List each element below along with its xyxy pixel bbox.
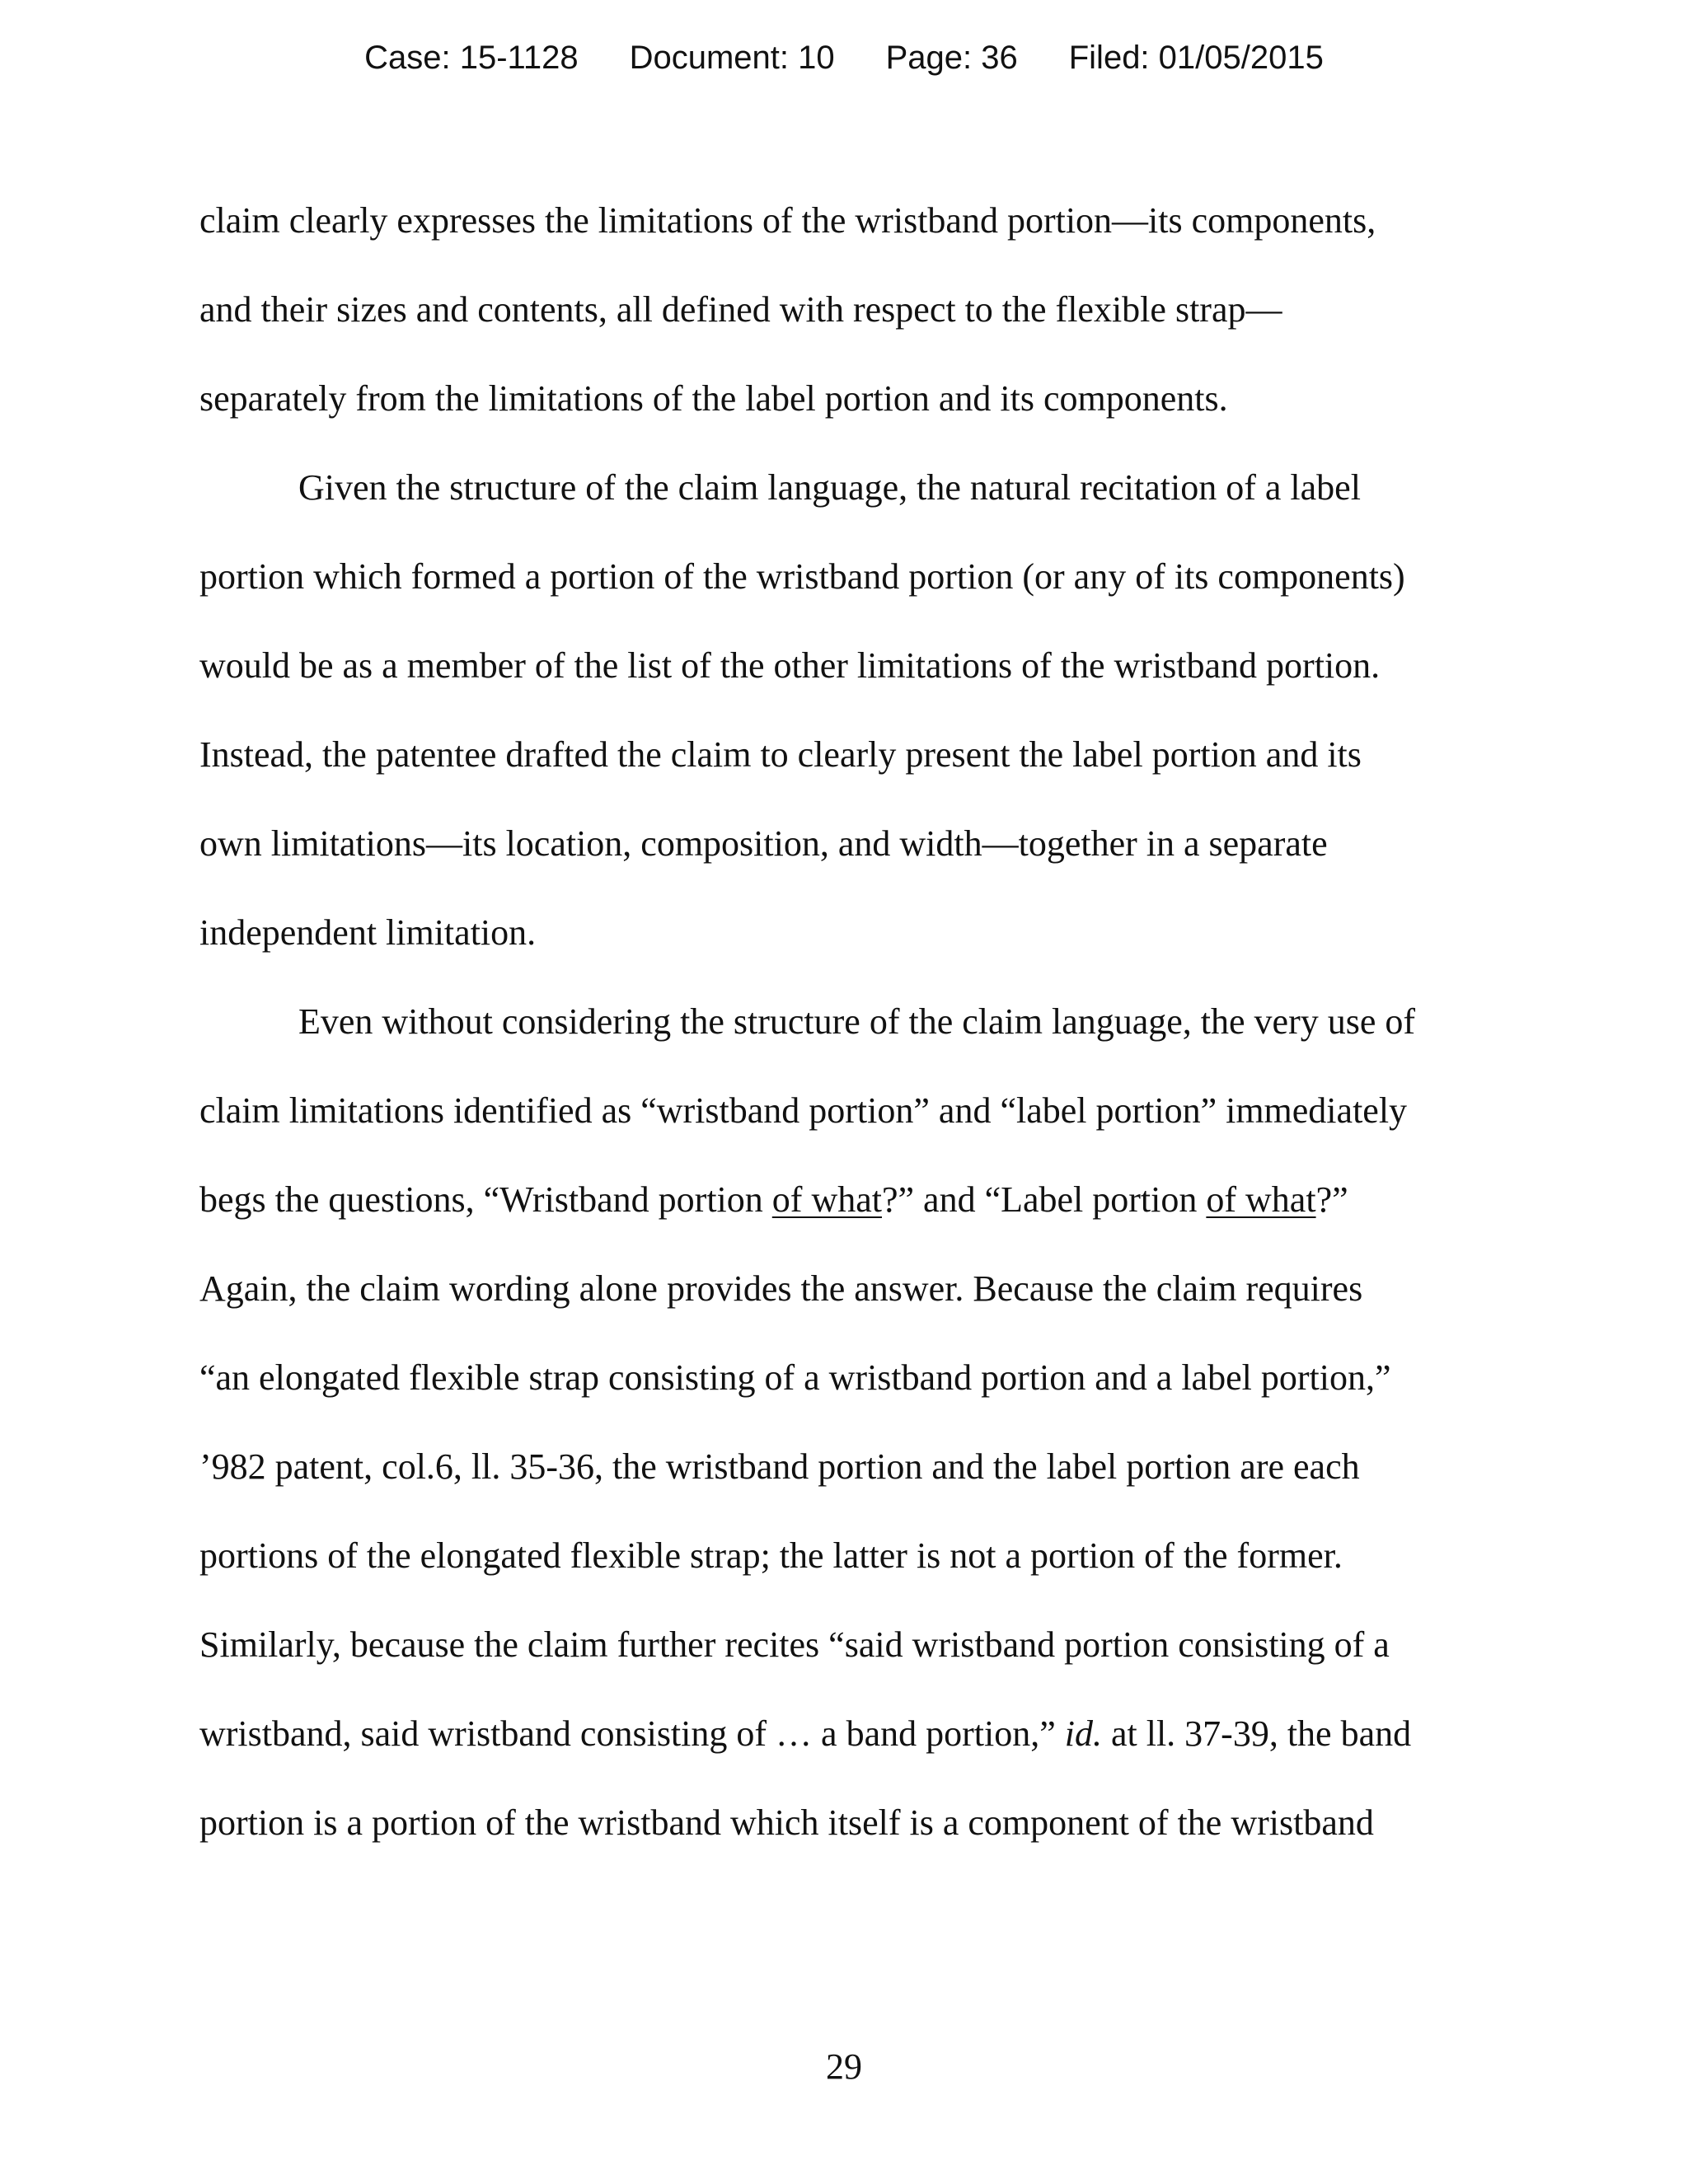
text-line: Again, the claim wording alone provides the answer. Because the claim requires bbox=[199, 1268, 1363, 1309]
text-run: ?” and “Label portion bbox=[881, 1179, 1207, 1220]
case-header bbox=[0, 35, 1688, 81]
document-number: Document: 10 bbox=[629, 40, 835, 76]
italic-citation: id. bbox=[1064, 1713, 1102, 1754]
text-line: independent limitation. bbox=[199, 912, 537, 953]
text-line: “an elongated flexible strap consisting of a wristband portion and a label portion,” bbox=[199, 1357, 1391, 1398]
document-body bbox=[199, 190, 1493, 1881]
text-line bbox=[199, 1169, 1493, 1258]
paragraph-start-line: Even without considering the structure of the claim language, the very use of bbox=[298, 1001, 1416, 1042]
text-line: Similarly, because the claim further recites “said wristband portion consisting of a bbox=[199, 1624, 1390, 1665]
text-line: portions of the elongated flexible strap; the latter is not a portion of the former. bbox=[199, 1535, 1343, 1576]
text-line: claim clearly expresses the limitations of the wristband portion—its components, bbox=[199, 200, 1376, 241]
text-run: at ll. 37-39, the band bbox=[1101, 1713, 1412, 1754]
text-line: would be as a member of the list of the other limitations of the wristband portion. bbox=[199, 645, 1381, 686]
text-line: portion is a portion of the wristband which itself is a component of the wristband bbox=[199, 1802, 1374, 1843]
underlined-text: of what bbox=[1206, 1179, 1316, 1220]
underlined-text: of what bbox=[771, 1179, 882, 1220]
text-line: portion which formed a portion of the wristband portion (or any of its components) bbox=[199, 556, 1405, 597]
case-number: Case: 15-1128 bbox=[364, 40, 579, 76]
page-label: Page: 36 bbox=[885, 40, 1018, 76]
text-line: Instead, the patentee drafted the claim to clearly present the label portion and its bbox=[199, 734, 1362, 775]
text-line: own limitations—its location, composition, and width—together in a separate bbox=[199, 823, 1328, 864]
text-line bbox=[199, 1703, 1493, 1792]
text-run: wristband, said wristband consisting of … a band portion,” bbox=[199, 1713, 1065, 1754]
text-line: separately from the limitations of the label portion and its components. bbox=[199, 378, 1228, 419]
text-line: and their sizes and contents, all defined with respect to the flexible strap— bbox=[199, 289, 1282, 330]
text-line: claim limitations identified as “wristband portion” and “label portion” immediately bbox=[199, 1090, 1408, 1131]
text-line: ’982 patent, col.6, ll. 35-36, the wristband portion and the label portion are each bbox=[199, 1446, 1360, 1487]
text-run: begs the questions, “Wristband portion bbox=[199, 1179, 772, 1220]
page-number: 29 bbox=[826, 2046, 862, 2087]
text-run: ?” bbox=[1315, 1179, 1348, 1220]
filed-date: Filed: 01/05/2015 bbox=[1068, 40, 1324, 76]
paragraph-start-line: Given the structure of the claim language, the natural recitation of a label bbox=[298, 467, 1361, 508]
